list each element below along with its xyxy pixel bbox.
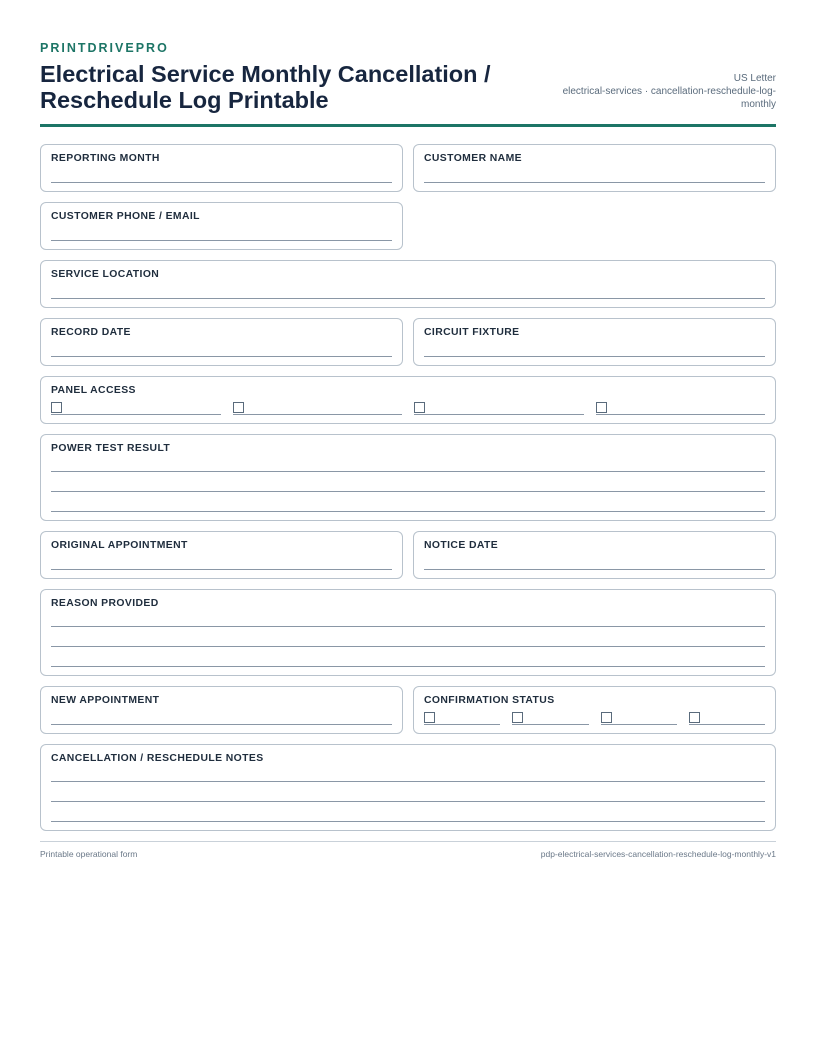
write-line[interactable] — [424, 167, 765, 183]
write-line[interactable] — [424, 554, 765, 570]
checkbox-group — [51, 399, 765, 415]
page-title: Electrical Service Monthly Cancellation / Reschedule Log Printable — [40, 61, 491, 113]
write-line[interactable] — [51, 341, 392, 357]
write-line[interactable] — [51, 802, 765, 822]
write-line[interactable] — [51, 225, 392, 241]
field-label: CANCELLATION / RESCHEDULE NOTES — [51, 753, 264, 764]
field-label: REPORTING MONTH — [51, 153, 160, 164]
checkbox-option[interactable] — [233, 399, 403, 415]
customer-contact-field[interactable] — [40, 202, 403, 250]
notice-date-field[interactable] — [413, 531, 776, 579]
field-label: REASON PROVIDED — [51, 598, 159, 609]
write-line[interactable] — [51, 709, 392, 725]
field-label: PANEL ACCESS — [51, 385, 136, 396]
checkbox-option[interactable] — [601, 709, 677, 725]
reason-provided-field[interactable] — [40, 589, 776, 676]
confirmation-status-field — [413, 686, 776, 734]
checkbox-icon[interactable] — [689, 712, 700, 723]
checkbox-icon[interactable] — [596, 402, 607, 413]
write-line[interactable] — [51, 167, 392, 183]
panel-access-field — [40, 376, 776, 424]
field-label: POWER TEST RESULT — [51, 443, 171, 454]
brand-name: PRINTDRIVEPRO — [40, 41, 169, 55]
footer-left-text: Printable operational form — [40, 849, 138, 859]
field-label: RECORD DATE — [51, 327, 131, 338]
field-label: CUSTOMER PHONE / EMAIL — [51, 211, 200, 222]
checkbox-icon[interactable] — [414, 402, 425, 413]
checkbox-icon[interactable] — [601, 712, 612, 723]
original-appointment-field[interactable] — [40, 531, 403, 579]
write-line[interactable] — [51, 472, 765, 492]
form-header — [40, 61, 776, 127]
field-label: NOTICE DATE — [424, 540, 499, 551]
form-fields — [40, 144, 776, 831]
checkbox-option[interactable] — [689, 709, 765, 725]
write-line[interactable] — [51, 492, 765, 512]
checkbox-icon[interactable] — [233, 402, 244, 413]
write-line[interactable] — [51, 457, 765, 472]
field-label: NEW APPOINTMENT — [51, 695, 160, 706]
category-path: electrical-services · cancellation-reschedule-log-monthly — [562, 86, 776, 110]
write-line[interactable] — [51, 283, 765, 299]
write-line[interactable] — [51, 554, 392, 570]
write-line[interactable] — [51, 647, 765, 667]
write-line[interactable] — [51, 767, 765, 782]
header-meta — [532, 72, 776, 113]
checkbox-option[interactable] — [414, 399, 584, 415]
field-label: SERVICE LOCATION — [51, 269, 160, 280]
checkbox-option[interactable] — [512, 709, 588, 725]
field-label: CIRCUIT FIXTURE — [424, 327, 520, 338]
form-id: pdp-electrical-services-cancellation-reschedule-log-monthly-v1 — [540, 849, 776, 859]
new-appointment-field[interactable] — [40, 686, 403, 734]
circuit-fixture-field[interactable] — [413, 318, 776, 366]
checkbox-option[interactable] — [51, 399, 221, 415]
checkbox-icon[interactable] — [512, 712, 523, 723]
write-line[interactable] — [424, 341, 765, 357]
field-label: CONFIRMATION STATUS — [424, 695, 555, 706]
write-line[interactable] — [51, 612, 765, 627]
paper-size: US Letter — [733, 73, 776, 84]
reporting-month-field[interactable] — [40, 144, 403, 192]
checkbox-icon[interactable] — [424, 712, 435, 723]
customer-name-field[interactable] — [413, 144, 776, 192]
page-footer — [40, 841, 776, 860]
power-test-result-field[interactable] — [40, 434, 776, 521]
field-label: ORIGINAL APPOINTMENT — [51, 540, 188, 551]
write-line[interactable] — [51, 782, 765, 802]
checkbox-icon[interactable] — [51, 402, 62, 413]
checkbox-option[interactable] — [596, 399, 766, 415]
field-label: CUSTOMER NAME — [424, 153, 522, 164]
record-date-field[interactable] — [40, 318, 403, 366]
checkbox-option[interactable] — [424, 709, 500, 725]
checkbox-group — [424, 709, 765, 725]
write-line[interactable] — [51, 627, 765, 647]
notes-field[interactable] — [40, 744, 776, 831]
service-location-field[interactable] — [40, 260, 776, 308]
